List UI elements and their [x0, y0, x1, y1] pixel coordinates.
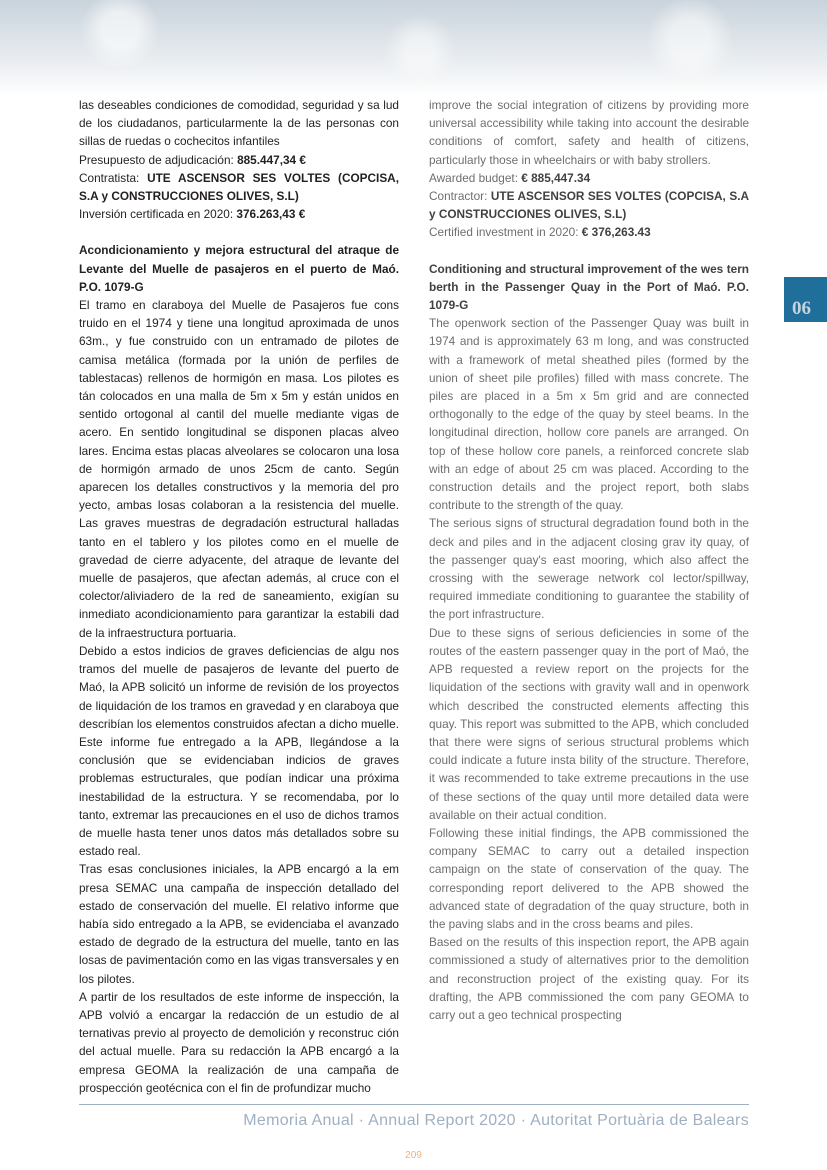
paragraph: El tramo en claraboya del Muelle de Pasajeros fue cons truido en el 1974 y tiene una longitud aproximada de unos 63m., y fue construido con un entramado de pilotes de camisa metálica (formada por la unión de perfiles de tablestacas) rellenos de hormigón en masa. Los pilotes es tán colocados en una malla de 5m x 5m y están unidos en sentido ortogonal al cantil del muelle mediante vigas de acero. En sentido longitudinal se disponen placas alveo lares. Encima estas placas alveolares se colocaron una losa de hormigón armado de unos 25cm de canto. Según aparecen los detalles constructivos y la memoria del pro yecto, ambas losas colaboran a la resistencia del muelle. Las graves muestras de degradación estructural halladas tanto en el tablero y los pilotes como en el muelle de gravedad de cierre adyacente, del atraque de levante del muelle de pasajeros, que afectan además, al cruce con el colector/aliviadero de la red de saneamiento, exigían su inmediato acondicionamiento para garantizar la estabili dad de la infraestructura portuaria.	[79, 298, 399, 640]
contractor-line: Contractor: UTE ASCENSOR SES VOLTES (COPCISA, S.A y CONSTRUCCIONES OLIVES, S.L)	[429, 189, 749, 222]
chapter-tab	[784, 277, 827, 322]
section-heading: Acondicionamiento y mejora estructural del atraque de Levante del Muelle de pasajeros en el puerto de Maó. P.O. 1079-G	[79, 243, 399, 294]
section-heading: Conditioning and structural improvement of the wes tern berth in the Passenger Quay in the Port of Maó. P.O. 1079-G	[429, 261, 749, 313]
investment-line: Certified investment in 2020: € 376,263.43	[429, 225, 651, 240]
footer-divider	[79, 1104, 749, 1105]
paragraph: Debido a estos indicios de graves deficiencias de algu nos tramos del muelle de pasajeros de levante del puerto de Maó, la APB solicitó un informe de revisión de los proyectos de liquidación de los tramos en gravedad y en claraboya que describían los elementos construidos afectan a dicho muelle. Este informe fue entregado a la APB, llegándose a la conclusión que se evidenciaban indicios de graves problemas estructurales, que podían indicar una próxima inestabilidad de la estructura. Y se recomendaba, por lo tanto, extremar las precauciones en el uso de dichos tramos de muelle hasta tener unos datos más detallados sobre su estado real.	[79, 643, 399, 859]
investment-line: Inversión certificada en 2020: 376.263,43 €	[79, 207, 306, 222]
paragraph: The openwork section of the Passenger Quay was built in 1974 and is approximately 63 m long, and was constructed with a framework of metal sheathed piles (formed by the union of sheet pile profiles) filled with mass concrete. The piles are placed in a 5m x 5m grid and are connected orthogonally to the edge of the quay by steel beams. In the longitudinal direction, hollow core panels are arranged. On top of these hollow core panels, a reinforced concrete slab with an edge of about 25 cm was placed. According to the construction details and the project report, both slabs contribute to the strength of the quay.	[429, 316, 749, 513]
paragraph: Due to these signs of serious deficiencies in some of the routes of the eastern passenger quay in the port of Maó, the APB requested a review report on the projects for the liquidation of the sections with gravity wall and in openwork which described the constructed elements affecting this quay. This report was submitted to the APB, which concluded that there were signs of serious structural problems which could indicate a future insta bility of the structure. Therefore, it was recommended to take extreme precautions in the use of these sections of the quay until more detailed data were available on their actual condition.	[429, 625, 749, 822]
spanish-column	[79, 96, 399, 1097]
contractor-line: Contratista: UTE ASCENSOR SES VOLTES (COPCISA, S.A y CONSTRUCCIONES OLIVES, S.L)	[79, 170, 399, 204]
paragraph: Tras esas conclusiones iniciales, la APB encargó a la em presa SEMAC una campaña de inspección detallado del estado de conservación del muelle. El relativo informe que había sido entregado a la APB, se evidenciaba el avanzado estado de degrado de la estructura del muelle, tanto en las losas de pavimentación como en las vigas transversales y en los pilotes.	[79, 862, 399, 986]
paragraph: las deseables condiciones de comodidad, seguridad y sa lud de los ciudadanos, particularmente la de las personas con sillas de ruedas o cochecitos infantiles	[79, 98, 399, 149]
paragraph: improve the social integration of citizens by providing more universal accessibility while taking into account the desirable conditions of comfort, safety and health of citizens, particularly those in wheelchairs or with baby strollers.	[429, 98, 749, 167]
paragraph: Based on the results of this inspection report, the APB again commissioned a study of alternatives prior to the demolition and reconstruction project of the existing quay. For its drafting, the APB commissioned the com pany GEOMA to carry out a geo technical prospecting	[429, 935, 749, 1022]
paragraph: The serious signs of structural degradation found both in the deck and piles and in the adjacent closing grav ity quay, of the passenger quay's east mooring, which also affect the crossing with the sewerage network col lector/spillway, required immediate conditioning to guarantee the stability of the port infrastructure.	[429, 516, 749, 622]
header-banner-image	[0, 0, 827, 95]
budget-line: Awarded budget: € 885,447.34	[429, 170, 591, 185]
footer-title: Memoria Anual · Annual Report 2020 · Autoritat Portuària de Balears	[243, 1112, 749, 1129]
paragraph: Following these initial findings, the APB commissioned the company SEMAC to carry out a detailed inspection campaign on the state of conservation of the quay. The corresponding report delivered to the APB showed the advanced state of degradation of the quay structure, both in the paving slabs and in the cross beams and piles.	[429, 825, 749, 931]
budget-line: Presupuesto de adjudicación: 885.447,34 €	[79, 152, 306, 167]
chapter-number: 06	[792, 298, 811, 319]
paragraph: A partir de los resultados de este informe de inspección, la APB volvió a encargar la redacción de un estudio de al ternativas previo al proyecto de demolición y reconstruc ción del actual muelle. Para su redacción la APB encargó a la empresa GEOMA la realización de una campaña de prospección geotécnica con el fin de profundizar mucho	[79, 989, 399, 1095]
english-column	[429, 96, 749, 1024]
page-number: 209	[405, 1150, 422, 1161]
